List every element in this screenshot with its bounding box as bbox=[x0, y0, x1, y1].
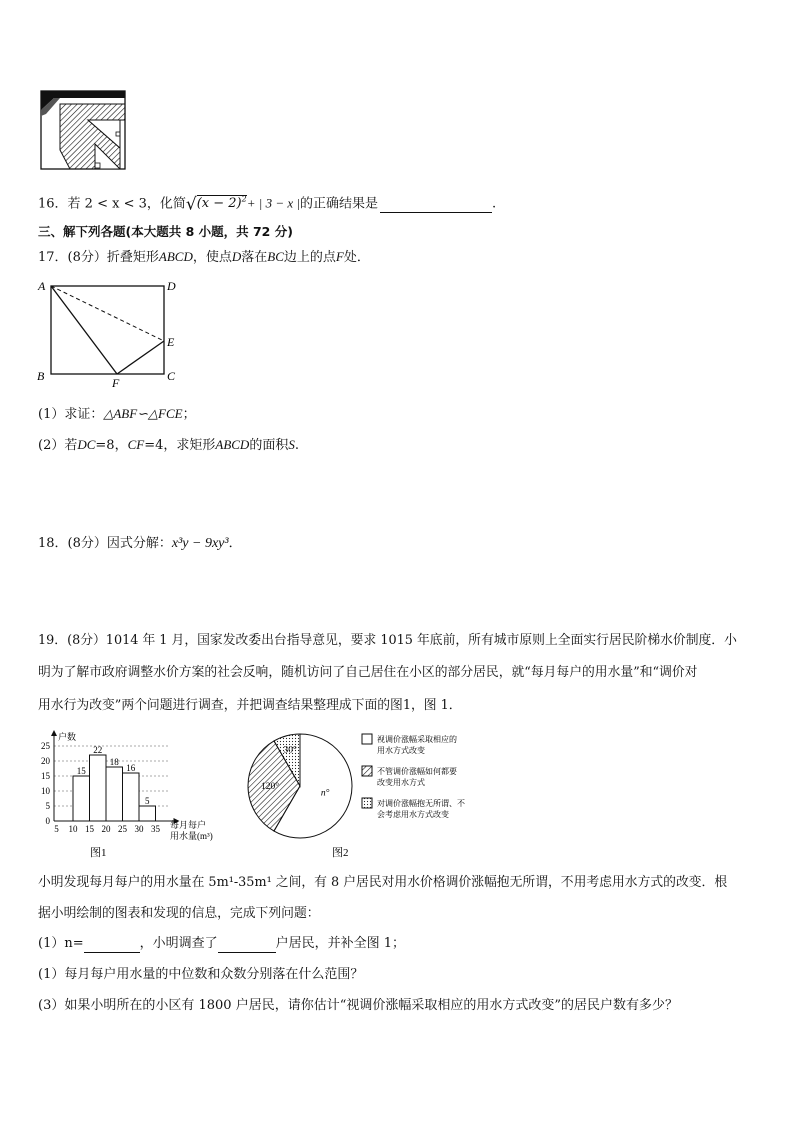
q16-answer-blank[interactable] bbox=[380, 198, 492, 213]
q17-point-d: D bbox=[231, 249, 242, 264]
q17-part2-s: S bbox=[288, 437, 295, 452]
q18-end: ． bbox=[228, 536, 242, 551]
bar-chart-xlabel-line2: 用水量(m³) bbox=[170, 831, 213, 841]
q17-part1 bbox=[38, 405, 196, 424]
section-3-title: 三、解下列各题(本大题共 8 小题，共 72 分) bbox=[38, 224, 293, 239]
q19-n-blank[interactable] bbox=[84, 938, 140, 953]
bar-chart-value-label: 22 bbox=[93, 745, 103, 755]
q17-part2-prefix: (2）若 bbox=[38, 438, 78, 453]
segment-af bbox=[51, 286, 117, 374]
bar-chart-x-tick: 25 bbox=[118, 824, 127, 834]
q17-part2 bbox=[38, 436, 299, 455]
pie-chart-title: 图2 bbox=[332, 847, 349, 859]
fold-line-ae bbox=[51, 286, 164, 341]
q17-question bbox=[38, 248, 370, 267]
pie-legend-text: 会考虑用水方式改变 bbox=[377, 810, 449, 819]
q17-rectangle-figure bbox=[34, 276, 184, 388]
pie-legend-text: 视调价涨幅采取相应的 bbox=[377, 735, 457, 744]
q17-mid2: 落在 bbox=[241, 250, 268, 265]
q16-number: 16． bbox=[38, 196, 68, 212]
bar-chart-x-tick: 20 bbox=[101, 824, 111, 834]
bar-chart-y-tick: 25 bbox=[41, 741, 50, 751]
pie-label-30: 30° bbox=[283, 745, 297, 756]
q16-question bbox=[38, 191, 496, 213]
q19-part2: (1）每月每户用水量的中位数和众数分别落在什么范围？ bbox=[38, 967, 364, 982]
q16-suffix: 的正确结果是 bbox=[299, 196, 378, 212]
label-d: D bbox=[167, 279, 176, 293]
bar-chart-y-arrow bbox=[51, 730, 57, 736]
q16-prefix: 若 2 < x < 3，化简 bbox=[67, 196, 186, 212]
q19-part1 bbox=[38, 935, 405, 953]
q17-part2-dc: DC bbox=[77, 437, 96, 452]
q17-mid1: ，使点 bbox=[192, 250, 232, 265]
pie-legend-text: 用水方式改变 bbox=[377, 746, 425, 755]
bar-chart-bar bbox=[90, 755, 107, 821]
q17-end: 处． bbox=[343, 250, 370, 265]
q17-rect-name: ABCD bbox=[158, 249, 193, 264]
pie-label-120: 120° bbox=[260, 782, 280, 792]
q19-p1c: 户居民，并补全图 1； bbox=[275, 936, 406, 951]
bar-chart-value-label: 15 bbox=[76, 766, 86, 776]
bar-chart-bar bbox=[123, 773, 140, 821]
bar-chart-bar bbox=[106, 767, 123, 821]
bar-chart-y-tick: 5 bbox=[45, 801, 50, 811]
bar-chart-value-label: 5 bbox=[145, 796, 150, 806]
q19-households-blank[interactable] bbox=[218, 938, 276, 953]
bar-chart-y-tick: 15 bbox=[41, 771, 50, 781]
q17-mid3: 边上的点 bbox=[283, 250, 336, 265]
q19-line-3: 用水行为改变”两个问题进行调查，并把调查结果整理成下面的图1，图 1． bbox=[38, 698, 462, 713]
q16-sqrt-inner bbox=[197, 195, 247, 211]
q19-line-2: 明为了解市政府调整水价方案的社会反响，随机访问了自己居住在小区的部分居民，就“每月每户的用水量”和“调价对 bbox=[38, 665, 698, 680]
bar-chart-y-tick: 10 bbox=[41, 786, 50, 796]
bar-chart-x-tick: 30 bbox=[134, 824, 144, 834]
bar-chart-bar bbox=[73, 776, 90, 821]
pie-label-n: n° bbox=[320, 788, 330, 799]
q17-part2-eq1: =8， bbox=[95, 438, 128, 453]
label-b: B bbox=[37, 369, 45, 383]
sqrt-sign: √ bbox=[185, 194, 197, 215]
bar-chart-value-label: 18 bbox=[109, 757, 119, 767]
bar-chart-ylabel: 户数 bbox=[58, 732, 77, 742]
bar-chart-xlabel-line1: 每月每户 bbox=[170, 820, 207, 830]
q19-after-2: 据小明绘制的图表和发现的信息，完成下列问题： bbox=[38, 906, 320, 921]
q18-math: x³y − 9xy³ bbox=[171, 536, 229, 551]
q17-part1-end: ； bbox=[182, 407, 196, 422]
q16-exponent: 2 bbox=[241, 195, 247, 204]
q16-sqrt-body: (x − 2) bbox=[196, 196, 242, 212]
q18-question bbox=[38, 535, 242, 553]
bar-chart-figure-1 bbox=[32, 728, 232, 863]
pie-legend-text: 不管调价涨幅如何都要 bbox=[377, 767, 457, 776]
pie-legend-text: 对调价涨幅抱无所谓、不 bbox=[377, 799, 465, 808]
q19-part3: (3）如果小明所在的小区有 1800 户居民，请你估计“视调价涨幅采取相应的用水方式改变”的居民户数有多少？ bbox=[38, 998, 678, 1013]
q16-end: . bbox=[491, 196, 497, 212]
q17-part2-abcd: ABCD bbox=[215, 437, 250, 452]
bar-chart-y-tick: 0 bbox=[45, 816, 50, 826]
bar-chart-y-tick: 20 bbox=[41, 756, 50, 766]
q17-part2-eq2: =4，求矩形 bbox=[144, 438, 216, 453]
label-f: F bbox=[112, 376, 120, 388]
bar-chart-x-tick: 10 bbox=[68, 824, 78, 834]
pie-legend-swatch bbox=[362, 798, 372, 808]
q17-part1-prefix: (1）求证： bbox=[38, 407, 104, 422]
q16-abs: + | 3 − x | bbox=[246, 195, 300, 211]
bar-chart-x-tick: 5 bbox=[54, 824, 59, 834]
q17-point-f: F bbox=[335, 249, 344, 264]
pie-legend-text: 改变用水方式 bbox=[377, 778, 425, 787]
label-a: A bbox=[38, 279, 46, 293]
q19-line-1: 19．(8分）1014 年 1 月，国家发改委出台指导意见，要求 1015 年底前，所有城市原则上全面实行居民阶梯水价制度．小 bbox=[38, 633, 737, 648]
bar-chart-title: 图1 bbox=[90, 847, 107, 859]
q19-after-1: 小明发现每月每户的用水量在 5m¹-35m¹ 之间，有 8 户居民对用水价格调价涨幅抱无所谓，不用考虑用水方式的改变．根 bbox=[38, 875, 728, 890]
label-e: E bbox=[167, 335, 175, 349]
q17-part2-end: . bbox=[294, 438, 299, 453]
bar-chart-x-tick: 15 bbox=[85, 824, 94, 834]
pie-chart-figure-2 bbox=[240, 728, 475, 863]
pie-legend-swatch bbox=[362, 766, 372, 776]
q19-p1b: ，小明调查了 bbox=[139, 936, 218, 951]
label-c: C bbox=[167, 369, 176, 383]
bar-chart-value-label: 16 bbox=[126, 763, 136, 773]
bar-chart-bar bbox=[139, 806, 156, 821]
bar-chart-x-tick: 35 bbox=[151, 824, 160, 834]
q17-segment: BC bbox=[267, 249, 284, 264]
q17-part1-math: △ABF∽△FCE bbox=[103, 406, 183, 421]
q15-hatched-square-figure bbox=[40, 90, 126, 170]
segment-fe bbox=[117, 341, 164, 374]
q17-part2-mid: 的面积 bbox=[249, 438, 289, 453]
pie-legend-swatch bbox=[362, 734, 372, 744]
q17-lead: 17．(8分）折叠矩形 bbox=[38, 250, 159, 265]
q18-lead: 18．(8分）因式分解： bbox=[38, 536, 172, 551]
q19-p1a: (1）n= bbox=[38, 936, 84, 951]
q17-part2-cf: CF bbox=[127, 437, 145, 452]
